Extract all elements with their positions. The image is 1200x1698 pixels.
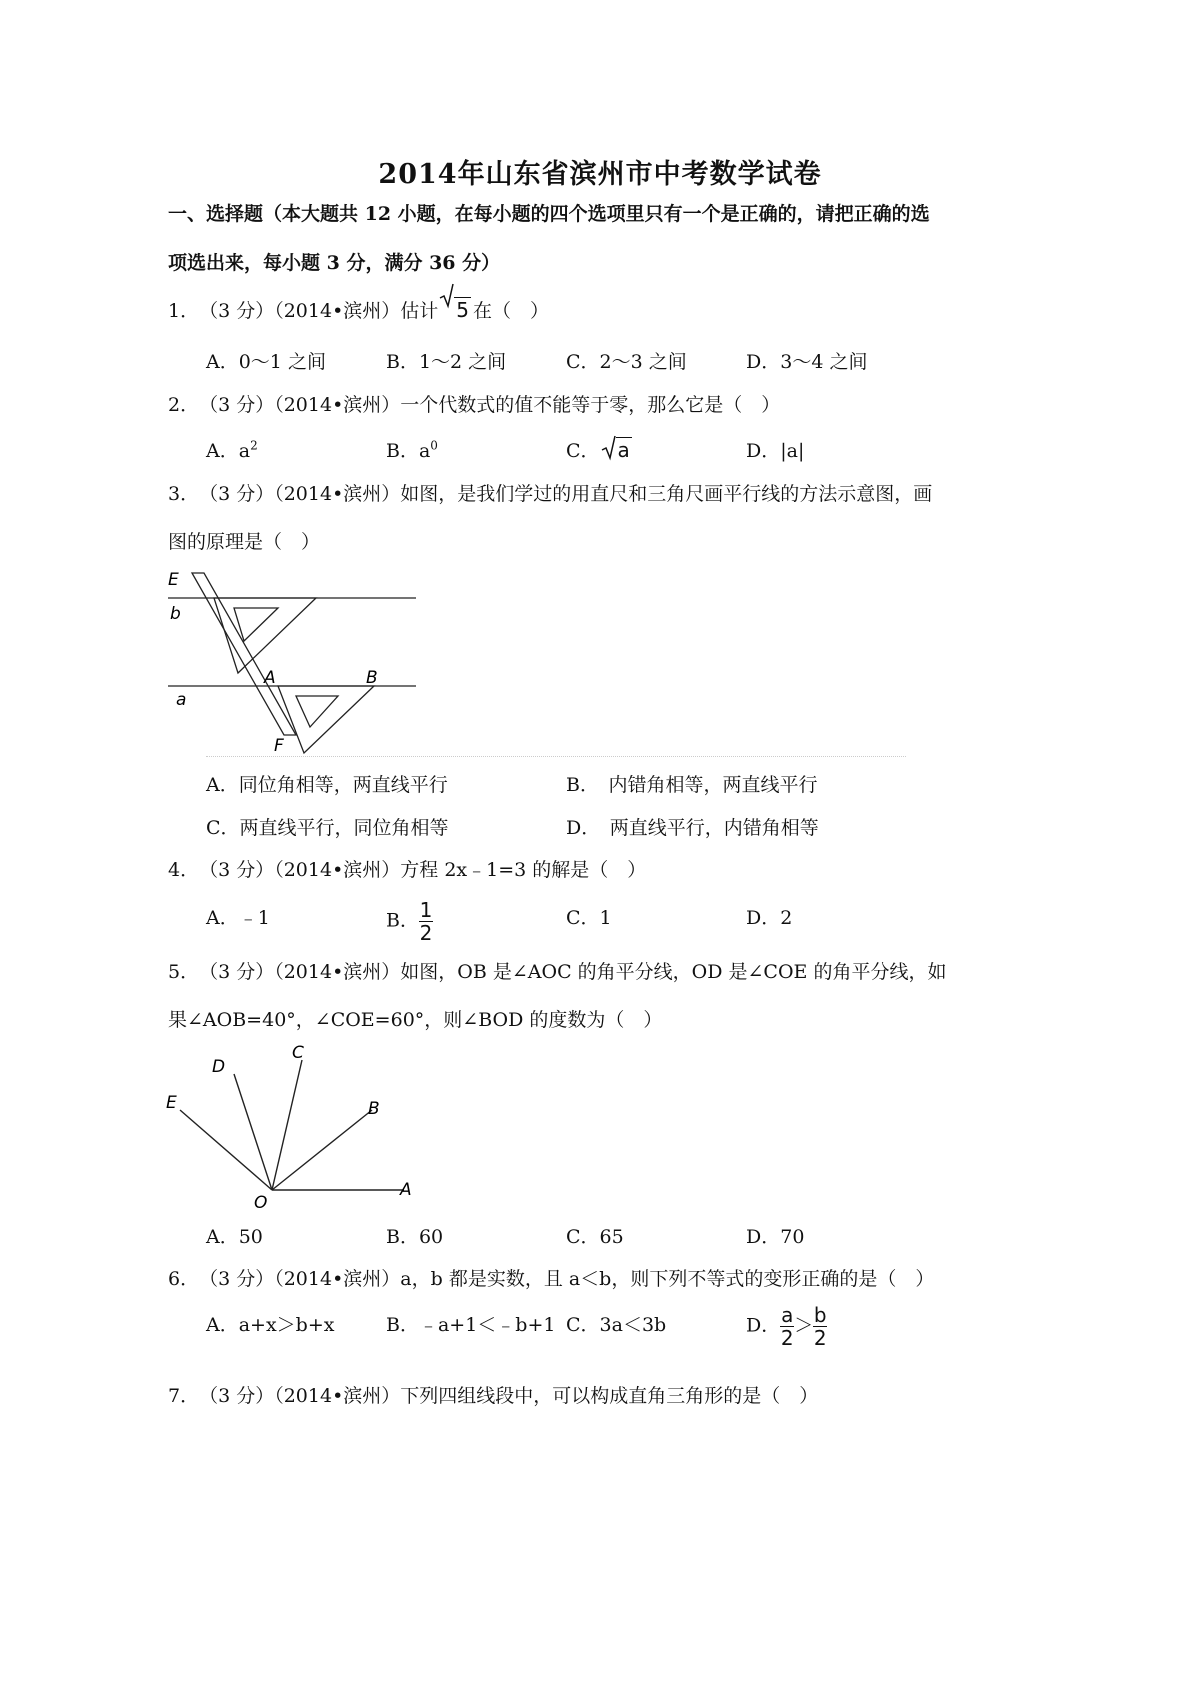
question-text-before: （3 分）（2014•滨州）估计 — [199, 300, 439, 322]
label-a: a — [176, 690, 187, 710]
square-root-expression — [602, 438, 632, 462]
option-a[interactable]: A．同位角相等，两直线平行 — [206, 774, 448, 796]
straightedge — [192, 573, 296, 735]
option-a[interactable]: A．﹣1 — [206, 907, 270, 929]
options-q6 — [206, 1303, 1046, 1350]
option-d[interactable]: D．70 — [746, 1226, 805, 1248]
option-c[interactable]: C．2～3 之间 — [566, 351, 687, 373]
question-2 — [168, 381, 1048, 429]
question-text-line2: 果∠AOB=40°，∠COE=60°，则∠BOD 的度数为（ ） — [168, 1009, 663, 1031]
section-heading-line1: 一、选择题（本大题共 12 小题，在每小题的四个选项里只有一个是正确的，请把正确的选 — [168, 203, 930, 225]
option-c[interactable]: C．两直线平行，同位角相等 — [206, 817, 449, 839]
option-d[interactable]: D． $\frac{a}{2}$ ＞ $\frac{b}{2}$ — [746, 1303, 827, 1350]
option-d[interactable]: D． 两直线平行，内错角相等 — [566, 817, 819, 839]
label-E: E — [168, 570, 179, 590]
divider — [206, 756, 906, 757]
options-q4 — [206, 898, 1046, 945]
ray-OC — [272, 1060, 302, 1190]
question-number: 1． — [168, 300, 200, 322]
option-c[interactable]: C．3a＜3b — [566, 1314, 667, 1336]
option-b[interactable]: B． 内错角相等，两直线平行 — [566, 774, 818, 796]
label-A: A — [264, 668, 276, 688]
label-D: D — [212, 1057, 226, 1077]
question-6 — [168, 1255, 1048, 1303]
section-heading — [168, 190, 1048, 288]
fraction-a-over-2: $\frac{a}{2}$ — [780, 1303, 794, 1350]
radicand: a — [617, 438, 630, 462]
square-root-expression — [440, 286, 471, 335]
option-b[interactable]: B．1～2 之间 — [386, 351, 507, 373]
option-b[interactable]: B． $\frac{1}{2}$ — [386, 898, 433, 945]
question-number: 4． — [168, 859, 200, 881]
question-text-line2: 图的原理是（ ） — [168, 531, 321, 553]
page-title: 2014年山东省滨州市中考数学试卷 — [378, 159, 822, 190]
fraction: $\frac{1}{2}$ — [419, 898, 433, 945]
option-d[interactable]: D．|a| — [746, 440, 805, 462]
fraction-b-over-2: $\frac{b}{2}$ — [813, 1303, 827, 1350]
label-E: E — [166, 1093, 177, 1113]
question-text-line1: （3 分）（2014•滨州）如图，OB 是∠AOC 的角平分线，OD 是∠COE 的角平分线，如 — [199, 961, 947, 983]
question-4 — [168, 846, 1048, 894]
question-number: 2． — [168, 394, 200, 416]
radicand: 5 — [456, 298, 470, 322]
label-B: B — [368, 1099, 380, 1119]
options-q3-row1 — [206, 770, 1046, 810]
question-number: 6． — [168, 1268, 200, 1290]
option-b[interactable]: B．60 — [386, 1226, 444, 1248]
question-7 — [168, 1372, 1048, 1420]
option-a[interactable]: A．a+x＞b+x — [206, 1314, 335, 1336]
question-text: （3 分）（2014•滨州）方程 2x﹣1=3 的解是（ ） — [199, 859, 647, 881]
option-a[interactable]: A．$a^2$ — [206, 438, 258, 462]
triangle-upper-inner — [234, 608, 278, 641]
question-1 — [168, 286, 1048, 335]
question-text: （3 分）（2014•滨州）a，b 都是实数，且 a＜b，则下列不等式的变形正确的是（ ） — [199, 1268, 935, 1290]
radical-sign-icon — [602, 434, 616, 460]
option-c[interactable]: C． a — [566, 436, 634, 463]
question-3 — [168, 470, 1048, 566]
label-C: C — [292, 1043, 304, 1063]
question-number: 7． — [168, 1385, 200, 1407]
radical-sign-icon — [440, 282, 454, 308]
label-A: A — [400, 1180, 412, 1200]
option-b[interactable]: B．$a^0$ — [386, 438, 438, 462]
option-b[interactable]: B．﹣a+1＜﹣b+1 — [386, 1314, 556, 1336]
question-text: （3 分）（2014•滨州）下列四组线段中，可以构成直角三角形的是（ ） — [199, 1385, 819, 1407]
question-5 — [168, 948, 1048, 1044]
option-a[interactable]: A．50 — [206, 1226, 263, 1248]
label-O: O — [254, 1193, 268, 1213]
option-a[interactable]: A．0～1 之间 — [206, 351, 326, 373]
label-b: b — [170, 604, 181, 624]
label-B: B — [366, 668, 378, 688]
option-d[interactable]: D．3～4 之间 — [746, 351, 868, 373]
triangle-upper — [214, 598, 316, 673]
question-text-after: 在（ ） — [473, 300, 550, 322]
section-heading-line2: 项选出来，每小题 3 分，满分 36 分） — [168, 252, 501, 274]
option-c[interactable]: C．1 — [566, 907, 612, 929]
question-number: 5． — [168, 961, 200, 983]
triangle-lower-inner — [296, 696, 338, 727]
question-number: 3． — [168, 483, 200, 505]
option-d[interactable]: D．2 — [746, 907, 793, 929]
question-text-line1: （3 分）（2014•滨州）如图，是我们学过的用直尺和三角尺画平行线的方法示意图，画 — [199, 483, 933, 505]
ruler-triangle-figure — [168, 565, 418, 755]
label-F: F — [274, 736, 284, 756]
question-text: （3 分）（2014•滨州）一个代数式的值不能等于零，那么它是（ ） — [199, 394, 781, 416]
angle-bisector-figure — [166, 1040, 428, 1213]
option-c[interactable]: C．65 — [566, 1226, 624, 1248]
